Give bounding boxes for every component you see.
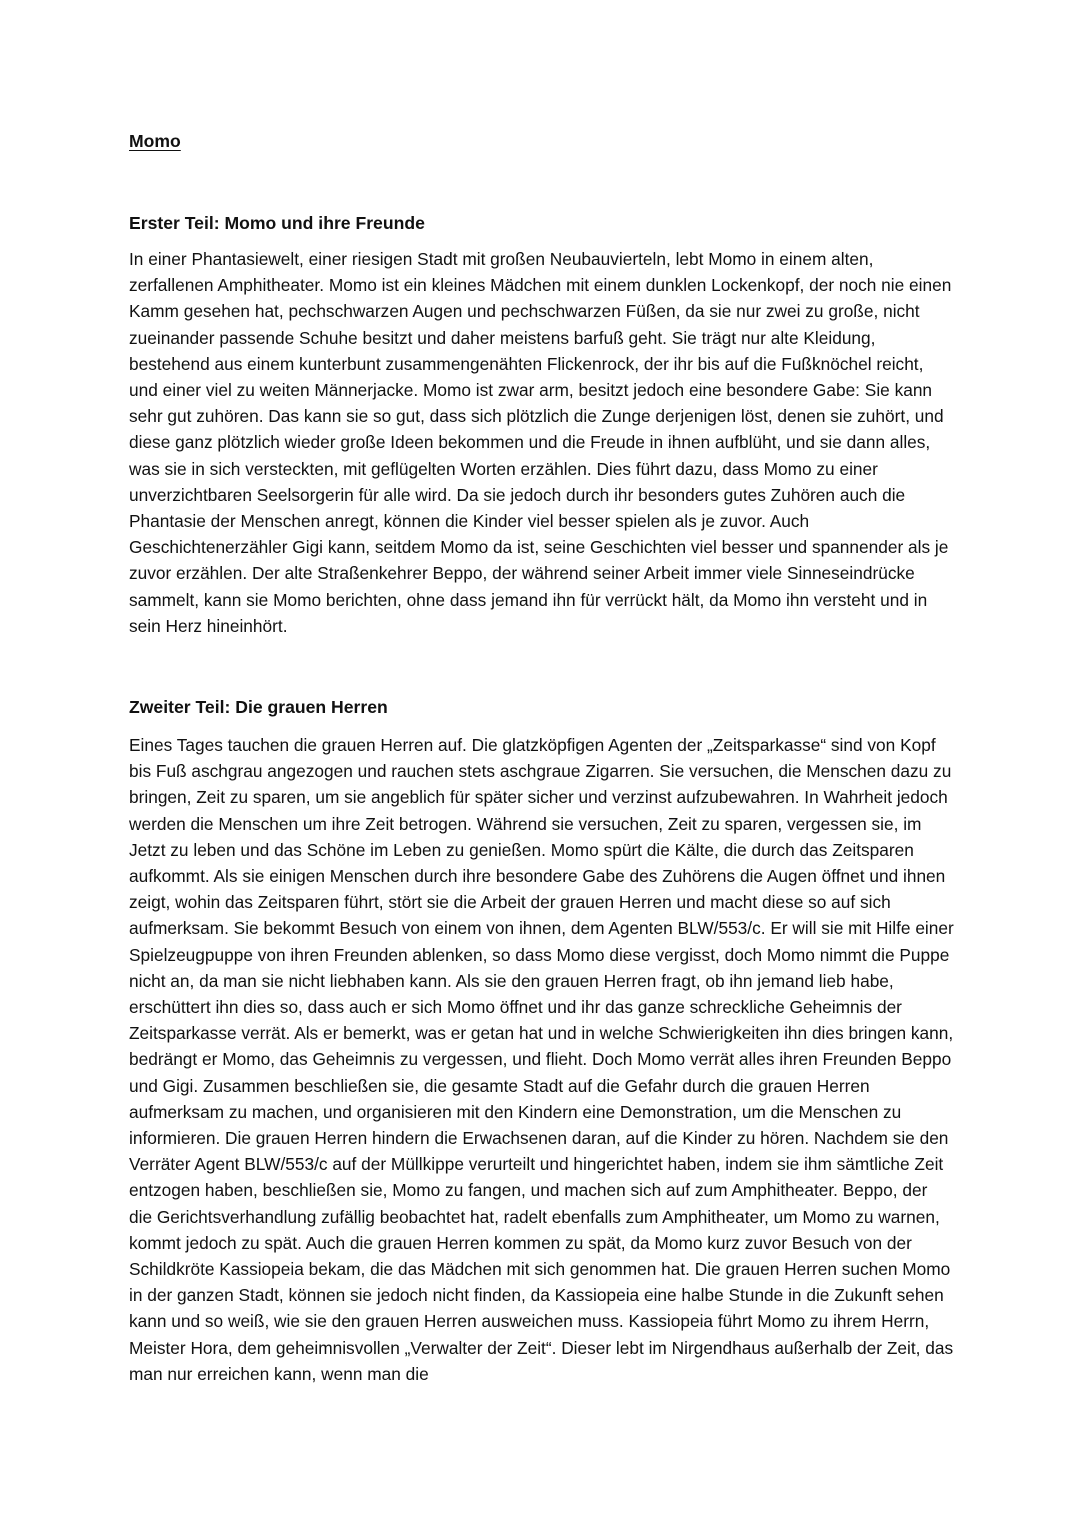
section-2-heading-wrap: [129, 694, 955, 732]
section-1-body-wrap: [129, 246, 955, 694]
section-paragraph-part-2: Eines Tages tauchen die grauen Herren auf. Die glatzköpfigen Agenten der „Zeitsparkasse“ sind von Kopf bis Fuß aschgrau angezogen und rauchen stets aschgraue Zigarren. Sie versuchen, die Menschen dazu zu bringen, Zeit zu sparen, um sie angeblich für später sicher und verzinst aufzubewahren. In Wahrheit jedoch werden die Menschen um ihre Zeit betrogen. Während sie versuchen, Zeit zu sparen, vergessen sie, im Jetzt zu leben und das Schöne im Leben zu genießen. Momo spürt die Kälte, die durch das Zeitsparen aufkommt. Als sie einigen Menschen durch ihre besondere Gabe des Zuhörens die Augen öffnet und ihnen zeigt, wohin das Zeitsparen führt, stört sie die Arbeit der grauen Herren und macht diese so auf sich aufmerksam. Sie bekommt Besuch von einem von ihnen, dem Agenten BLW/553/c. Er will sie mit Hilfe einer Spielzeugpuppe von ihren Freunden ablenken, so dass Momo diese vergisst, doch Momo nimmt die Puppe nicht an, da man sie nicht liebhaben kann. Als sie den grauen Herren fragt, ob ihn jemand lieb habe, erschüttert ihn dies so, dass auch er sich Momo öffnet und ihr das ganze schreckliche Geheimnis der Zeitsparkasse verrät. Als er bemerkt, was er getan hat und in welche Schwierigkeiten ihn dies bringen kann, bedrängt er Momo, das Geheimnis zu vergessen, und flieht. Doch Momo verrät alles ihren Freunden Beppo und Gigi. Zusammen beschließen sie, die gesamte Stadt auf die Gefahr durch die grauen Herren aufmerksam zu machen, und organisieren mit den Kindern eine Demonstration, um die Menschen zu informieren. Die grauen Herren hindern die Erwachsenen daran, auf die Kinder zu hören. Nachdem sie den Verräter Agent BLW/553/c auf der Müllkippe verurteilt und hingerichtet haben, indem sie ihm sämtliche Zeit entzogen haben, beschließen sie, Momo zu fangen, und machen sich auf zum Amphitheater. Beppo, der die Gerichtsverhandlung zufällig beobachtet hat, radelt ebenfalls zum Amphitheater, um Momo zu warnen, kommt jedoch zu spät. Auch die grauen Herren kommen zu spät, da Momo kurz zuvor Besuch von der Schildkröte Kassiopeia bekam, die das Mädchen mit sich genommen hat. Die grauen Herren suchen Momo in der ganzen Stadt, können sie jedoch nicht finden, da Kassiopeia eine halbe Stunde in die Zukunft sehen kann und so weiß, wie sie den grauen Herren ausweichen muss. Kassiopeia führt Momo zu ihrem Herrn, Meister Hora, dem geheimnisvollen „Verwalter der Zeit“. Dieser lebt im Nirgendhaus außerhalb der Zeit, das man nur erreichen kann, wenn man die: [129, 735, 954, 1384]
title-block: [129, 128, 955, 210]
document-page: [129, 128, 955, 1387]
section-paragraph-part-1: In einer Phantasiewelt, einer riesigen Stadt mit großen Neubauvierteln, lebt Momo in einem alten, zerfallenen Amphitheater. Momo ist ein kleines Mädchen mit einem dunklen Lockenkopf, der noch nie einen Kamm gesehen hat, pechschwarzen Augen und pechschwarzen Füßen, da sie nur zwei zu große, nicht zueinander passende Schuhe besitzt und daher meistens barfuß geht. Sie trägt nur alte Kleidung, bestehend aus einem kunterbunt zusammengenähten Flickenrock, der ihr bis auf die Fußknöchel reicht, und einer viel zu weiten Männerjacke. Momo ist zwar arm, besitzt jedoch eine besondere Gabe: Sie kann sehr gut zuhören. Das kann sie so gut, dass sich plötzlich die Zunge derjenigen löst, denen sie zuhört, und diese ganz plötzlich wieder große Ideen bekommen und die Freude in ihnen aufblüht, und sie dann alles, was sie in sich versteckten, mit geflügelten Worten erzählen. Dies führt dazu, dass Momo zu einer unverzichtbaren Seelsorgerin für alle wird. Da sie jedoch durch ihr besonders gutes Zuhören auch die Phantasie der Menschen anregt, können die Kinder viel besser spielen als je zuvor. Auch Geschichtenerzähler Gigi kann, seitdem Momo da ist, seine Geschichten viel besser und spannender als je zuvor erzählen. Der alte Straßenkehrer Beppo, der während seiner Arbeit immer viele Sinneseindrücke sammelt, kann sie Momo berichten, ohne dass jemand ihn für verrückt hält, da Momo ihn versteht und in sein Herz hineinhört.: [129, 249, 952, 636]
section-heading-part-2: Zweiter Teil: Die grauen Herren: [129, 697, 388, 717]
document-title: Momo: [129, 131, 181, 151]
section-heading-part-1: Erster Teil: Momo und ihre Freunde: [129, 213, 425, 233]
section-2-body-wrap: [129, 732, 955, 1387]
section-1-heading-wrap: [129, 210, 955, 246]
